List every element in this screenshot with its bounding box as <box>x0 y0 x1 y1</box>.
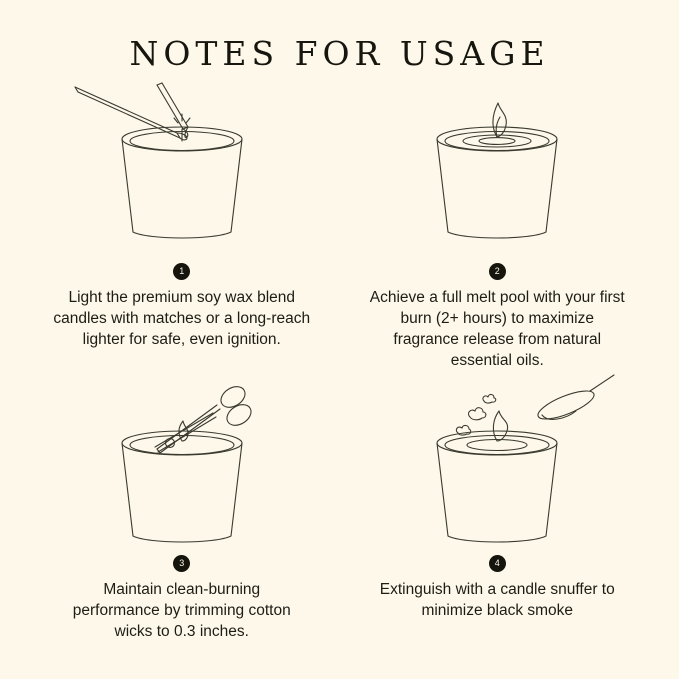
steps-grid <box>0 73 679 653</box>
step-number-badge: 2 <box>489 263 506 280</box>
step-number-badge: 3 <box>173 555 190 572</box>
step-card-2 <box>340 79 656 371</box>
step-number-badge: 1 <box>173 263 190 280</box>
step-caption: Light the premium soy wax blend candles with matches or a long-reach lighter for safe, even ignition. <box>53 289 311 348</box>
step-card-1 <box>24 79 340 371</box>
step-caption: Extinguish with a candle snuffer to minimize black smoke <box>379 581 615 619</box>
step-card-4 <box>340 371 656 653</box>
candle-snuffer-smoke-icon <box>352 371 642 551</box>
wick-trimmer-scissors-icon <box>37 371 327 551</box>
step-card-3 <box>24 371 340 653</box>
step-caption: Maintain clean-burning performance by trimming cotton wicks to 0.3 inches. <box>72 581 291 640</box>
step-number-badge: 4 <box>489 555 506 572</box>
lit-candle-melt-pool-icon <box>352 79 642 259</box>
matches-lighting-candle-icon <box>37 79 327 259</box>
step-caption: Achieve a full melt pool with your first burn (2+ hours) to maximize fragrance release from natural essential oils. <box>369 289 625 369</box>
page-title: NOTES FOR USAGE <box>129 34 550 73</box>
